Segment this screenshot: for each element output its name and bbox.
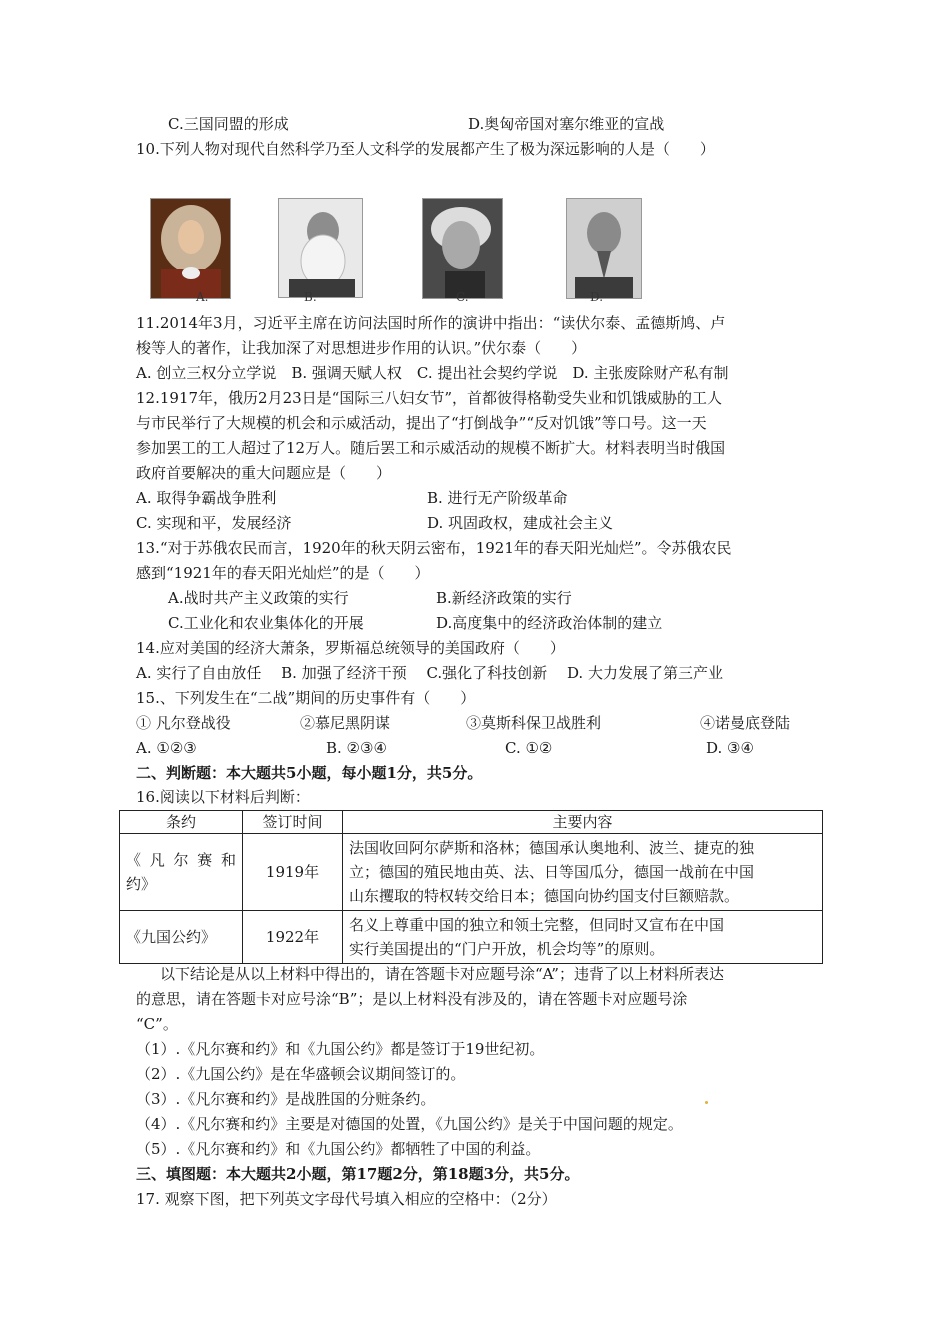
q13-option-c: C.工业化和农业集体化的开展	[168, 614, 364, 632]
header-treaty: 条约	[120, 811, 243, 834]
table-row	[120, 911, 823, 964]
header-content: 主要内容	[343, 811, 823, 834]
portrait-d-label: D.	[590, 290, 604, 304]
q14-options: A. 实行了自由放任 B. 加强了经济干预 C.强化了科技创新 D. 大力发展了第三产业	[136, 664, 723, 682]
q17-stem: 17. 观察下图，把下列英文字母代号填入相应的空格中：（2分）	[136, 1190, 557, 1208]
portrait-b-image	[278, 198, 363, 298]
portrait-a-drawing	[151, 199, 230, 298]
q12-option-c: C. 实现和平，发展经济	[136, 514, 292, 532]
q10-stem: 10.下列人物对现代自然科学乃至人文科学的发展都产生了极为深远影响的人是（ ）	[136, 140, 715, 158]
q12-option-b: B. 进行无产阶级革命	[427, 489, 568, 507]
section3-heading: 三、填图题：本大题共2小题，第17题2分，第18题3分，共5分。	[136, 1165, 580, 1183]
treaty-content-cell	[343, 911, 823, 964]
q15-event-1: ① 凡尔登战役	[136, 714, 231, 732]
portrait-d-drawing	[567, 199, 641, 298]
q13-option-a: A.战时共产主义政策的实行	[168, 589, 349, 607]
q16-instruction-line1: 以下结论是从以上材料中得出的，请在答题卡对应题号涂“A”；违背了以上材料所表达	[160, 965, 724, 983]
q15-event-4: ④诺曼底登陆	[700, 714, 791, 732]
q9-option-c: C.三国同盟的形成	[168, 115, 289, 133]
portrait-a-label: A.	[196, 290, 209, 304]
q16-instruction-line2: 的意思，请在答题卡对应号涂“B”；是以上材料没有涉及的，请在答题卡对应题号涂	[136, 990, 688, 1008]
q15-option-c: C. ①②	[505, 739, 553, 757]
q16-statement-2: （2）.《九国公约》是在华盛顿会议期间签订的。	[136, 1065, 466, 1083]
q16-stem: 16.阅读以下材料后判断：	[136, 788, 310, 806]
q15-option-a: A. ①②③	[136, 739, 197, 757]
portrait-b-label: B.	[304, 290, 317, 304]
q12-option-d: D. 巩固政权，建成社会主义	[427, 514, 614, 532]
treaty-date-cell: 1919年	[243, 834, 343, 911]
treaty-content-cell	[343, 834, 823, 911]
treaty-date-cell: 1922年	[243, 911, 343, 964]
q15-event-2: ②慕尼黑阴谋	[300, 714, 391, 732]
portrait-c-drawing	[423, 199, 502, 298]
q9-option-d: D.奥匈帝国对塞尔维亚的宣战	[468, 115, 665, 133]
q12-line3: 参加罢工的工人超过了12万人。随后罢工和示威活动的规模不断扩大。材料表明当时俄国	[136, 439, 726, 457]
treaty-content-line3: 山东攫取的特权转交给日本；德国向协约国支付巨额赔款。	[349, 887, 740, 905]
table-row	[120, 834, 823, 911]
stray-mark	[705, 1101, 708, 1104]
portrait-b-drawing	[279, 199, 362, 297]
q12-option-a: A. 取得争霸战争胜利	[136, 489, 277, 507]
header-date: 签订时间	[243, 811, 343, 834]
q13-option-d: D.高度集中的经济政治体制的建立	[436, 614, 663, 632]
q16-statement-1: （1）.《凡尔赛和约》和《九国公约》都是签订于19世纪初。	[136, 1040, 545, 1058]
treaty-name-cell	[120, 834, 243, 911]
q11-line1: 11.2014年3月，习近平主席在访问法国时所作的演讲中指出：“读伏尔泰、孟德斯鸠、卢	[136, 314, 726, 332]
treaty-content-line2: 实行美国提出的“门户开放，机会均等”的原则。	[349, 940, 665, 958]
treaty-name-line1: 《凡尔赛和	[126, 851, 236, 869]
treaty-table-header-row	[120, 811, 823, 834]
q14-stem: 14.应对美国的经济大萧条，罗斯福总统领导的美国政府（ ）	[136, 639, 565, 657]
q15-option-b: B. ②③④	[326, 739, 387, 757]
treaty-content-line2: 立；德国的殖民地由英、法、日等国瓜分，德国一战前在中国	[349, 863, 755, 881]
q15-option-d: D. ③④	[706, 739, 754, 757]
treaty-content-line1: 名义上尊重中国的独立和领土完整，但同时又宣布在中国	[349, 916, 725, 934]
q15-event-3: ③莫斯科保卫战胜利	[466, 714, 602, 732]
section2-heading: 二、判断题：本大题共5小题，每小题1分，共5分。	[136, 764, 483, 782]
q12-line1: 12.1917年，俄历2月23日是“国际三八妇女节”，首都彼得格勒受失业和饥饿威胁的工人	[136, 389, 722, 407]
q16-statement-3: （3）.《凡尔赛和约》是战胜国的分赃条约。	[136, 1090, 436, 1108]
q13-line2: 感到“1921年的春天阳光灿烂”的是（ ）	[136, 564, 430, 582]
treaty-table	[119, 810, 823, 964]
q13-option-b: B.新经济政策的实行	[436, 589, 572, 607]
q11-options: A. 创立三权分立学说 B. 强调天赋人权 C. 提出社会契约学说 D. 主张废除财产私有制	[136, 364, 729, 382]
portrait-c-image	[422, 198, 503, 299]
q16-statement-4: （4）.《凡尔赛和约》主要是对德国的处置，《九国公约》是关于中国问题的规定。	[136, 1115, 683, 1133]
q12-line4: 政府首要解决的重大问题应是（ ）	[136, 464, 392, 482]
q15-stem: 15.、下列发生在“二战”期间的历史事件有（ ）	[136, 689, 476, 707]
q11-line2: 梭等人的著作，让我加深了对思想进步作用的认识。”伏尔泰（ ）	[136, 339, 587, 357]
portrait-a-image	[150, 198, 231, 299]
treaty-content-line1: 法国收回阿尔萨斯和洛林；德国承认奥地利、波兰、捷克的独	[349, 839, 755, 857]
q16-statement-5: （5）.《凡尔赛和约》和《九国公约》都牺牲了中国的利益。	[136, 1140, 541, 1158]
treaty-name-line2: 约》	[126, 875, 157, 893]
treaty-name-cell: 《九国公约》	[120, 911, 243, 964]
portrait-c-label: C.	[456, 290, 469, 304]
q16-instruction-line3: “C”。	[136, 1015, 178, 1033]
q12-line2: 与市民举行了大规模的机会和示威活动，提出了“打倒战争”“反对饥饿”等口号。这一天	[136, 414, 707, 432]
q13-line1: 13.“对于苏俄农民而言，1920年的秋天阴云密布，1921年的春天阳光灿烂”。令苏俄农民	[136, 539, 732, 557]
portrait-d-image	[566, 198, 642, 299]
